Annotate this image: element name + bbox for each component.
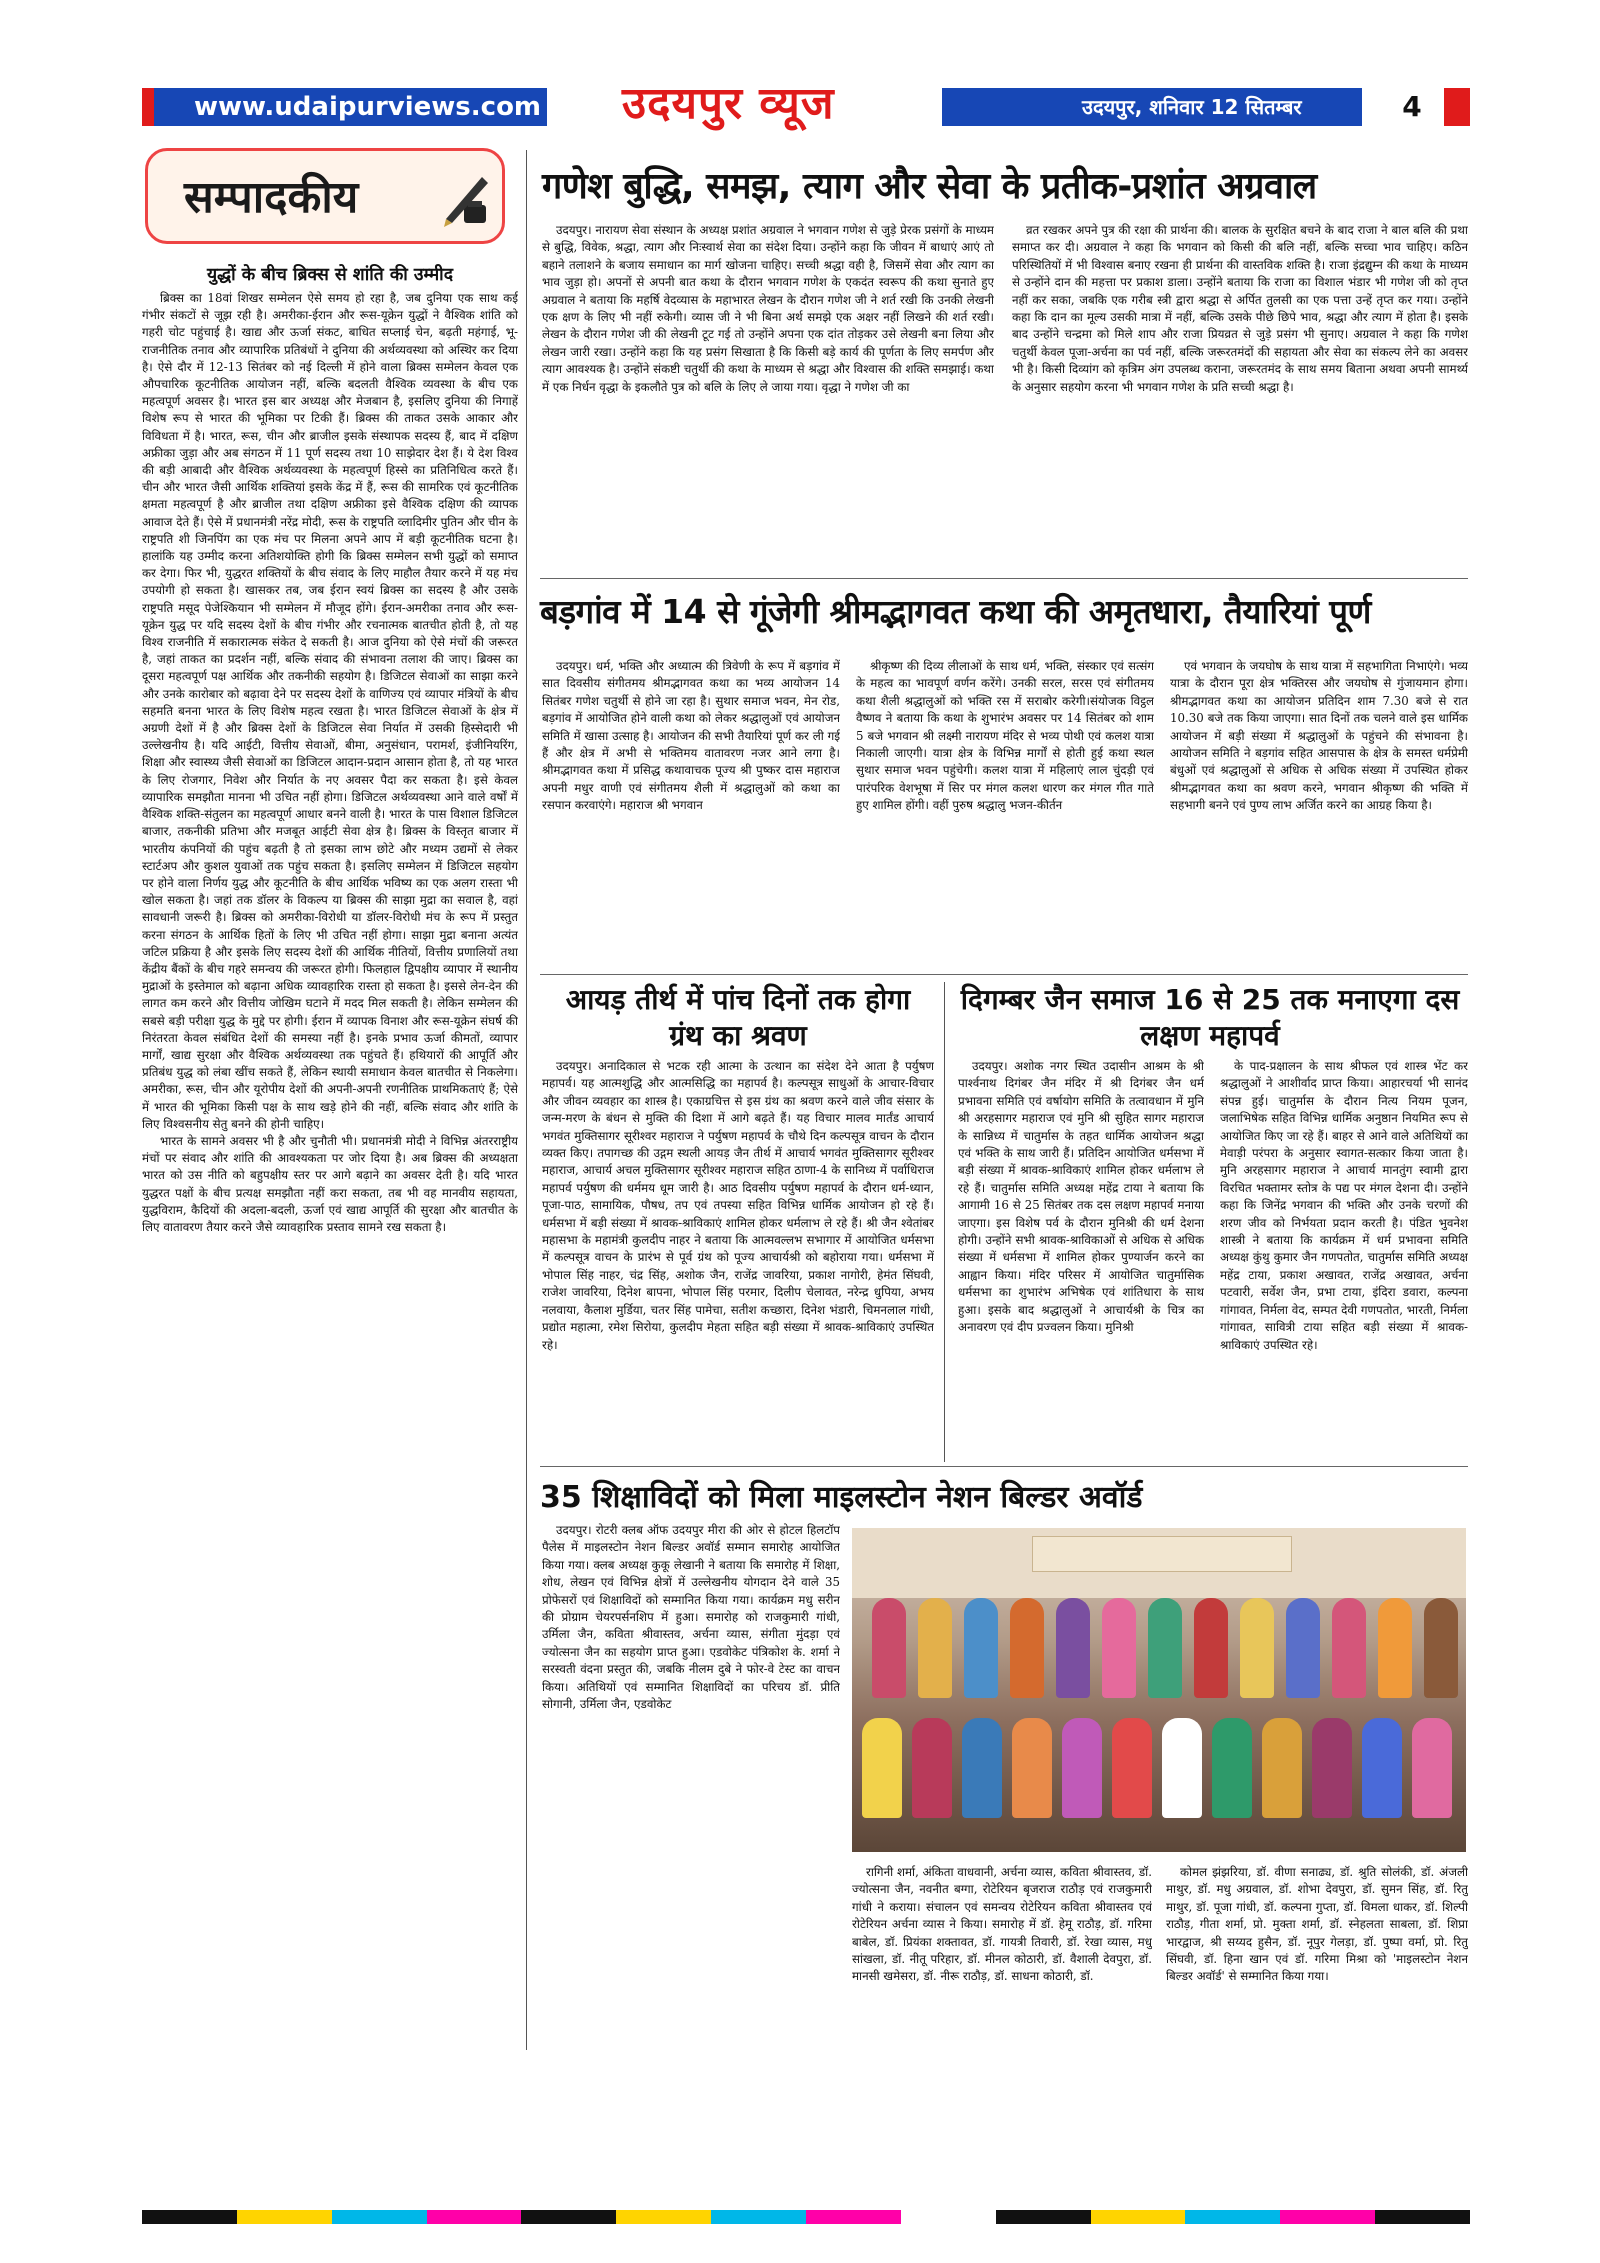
pen-icon — [438, 169, 498, 229]
story4-col1 — [958, 1058, 1204, 1460]
photo-row-front — [852, 1718, 1466, 1828]
story1-text-1: उदयपुर। नारायण सेवा संस्थान के अध्यक्ष प्रशांत अग्रवाल ने भगवान गणेश से जुड़े प्रेरक प्रसंगों के माध्यम से बुद्धि, विवेक, श्रद्धा, त्याग और निःस्वार्थ सेवा का संदेश दिया। उन्होंने कहा कि जीवन में बाधाएं आएं तो बहाने तलाशने के बजाय समाधान का मार्ग खोजना चाहिए। सच्ची श्रद्धा वही है, जिसमें सेवा और त्याग का भाव जुड़ा हो। अपनों से अपनी बात कथा के दौरान भगवान गणेश के एकदंत स्वरूप की कथा सुनाते हुए अग्रवाल ने बताया कि महर्षि वेदव्यास के महाभारत लेखन के दौरान गणेश जी ने शर्त रखी कि उनकी लेखनी एक क्षण के लिए भी नहीं रुकेगी। व्यास जी ने भी बिना अर्थ समझे एक अक्षर नहीं लिखने की शर्त रखी। लेखन के दौरान गणेश जी की लेखनी टूट गई तो उन्होंने अपना एक दांत तोड़कर उसे लेखनी बना लिया और लेखन जारी रखा। उन्होंने कहा कि यह प्रसंग सिखाता है कि किसी बड़े कार्य की पूर्णता के लिए समर्पण और त्याग आवश्यक है। उन्होंने संकष्टी चतुर्थी की कथा के माध्यम से श्रद्धा और विश्वास की शक्ति समझाई। कथा में एक निर्धन वृद्धा के इकलौते पुत्र को बलि के लिए ले जाया गया। वृद्धा ने गणेश जी का — [542, 223, 994, 394]
story5-col3 — [1166, 1864, 1468, 2020]
masthead — [142, 78, 1470, 157]
story2-text-1: उदयपुर। धर्म, भक्ति और अध्यात्म की त्रिवेणी के रूप में बड़गांव में सात दिवसीय संगीतमय श्रीमद्भागवत कथा का भव्य आयोजन 14 सितंबर गणेश चतुर्थी से होने जा रहा है। सुथार समाज भवन, मेन रोड, बड़गांव में आयोजित होने वाली कथा को लेकर श्रद्धालुओं एवं आयोजन समिति में खासा उत्साह है। आयोजन की सभी तैयारियां पूर्ण कर ली गई हैं और क्षेत्र में अभी से भक्तिमय वातावरण नजर आने लगा है। श्रीमद्भागवत कथा में प्रसिद्ध कथावाचक पूज्य श्री पुष्कर दास महाराज अपनी मधुर वाणी एवं संगीतमय शैली में श्रद्धालुओं को कथा का रसपान करवाएंगे। महाराज श्री भगवान — [542, 659, 840, 813]
photo-person — [1362, 1718, 1402, 1818]
color-swatch — [237, 2210, 332, 2224]
photo-person — [1312, 1718, 1352, 1818]
color-swatch — [427, 2210, 522, 2224]
editorial-paragraph: भारत के सामने अवसर भी है और चुनौती भी। प्रधानमंत्री मोदी ने विभिन्न अंतरराष्ट्रीय मंचों पर संवाद और शांति की आवश्यकता पर जोर दिया है। अब ब्रिक्स की अध्यक्षता भारत को उस नीति को बहुपक्षीय स्तर पर आगे बढ़ाने का अवसर देती है। यदि भारत युद्धरत पक्षों के बीच प्रत्यक्ष समझौता नहीं करा सकता, तब भी वह मानवीय सहायता, युद्धविराम, कैदियों की अदला-बदली, ऊर्जा एवं खाद्य आपूर्ति की सुरक्षा और बातचीत के लिए वातावरण तैयार करने जैसे व्यावहारिक प्रस्ताव सामने रख सकता है। — [142, 1133, 518, 1234]
award-photo — [852, 1528, 1466, 1852]
color-swatch — [1375, 2210, 1470, 2224]
page-number: 4 — [1382, 82, 1442, 132]
editorial-paragraph: ब्रिक्स का 18वां शिखर सम्मेलन ऐसे समय हो रहा है, जब दुनिया एक साथ कई गंभीर संकटों से जूझ रही है। अमरीका-ईरान और रूस-यूक्रेन युद्धों ने वैश्विक शांति को गहरी चोट पहुंचाई है। खाद्य और ऊर्जा संकट, बाधित सप्लाई चेन, बढ़ती महंगाई, भू-राजनीतिक तनाव और व्यापारिक प्रतिबंधों ने दुनिया की अर्थव्यवस्था को अस्थिर कर दिया है। ऐसे दौर में 12-13 सितंबर को नई दिल्ली में होने वाला ब्रिक्स सम्मेलन केवल एक औपचारिक कूटनीतिक आयोजन नहीं, बल्कि बदलती वैश्विक व्यवस्था के बीच एक महत्वपूर्ण अवसर है। भारत इस बार अध्यक्ष और मेजबान है, इसलिए दुनिया की निगाहें विशेष रूप से भारत की भूमिका पर टिकी हैं। ब्रिक्स की ताकत उसके आकार और विविधता में है। भारत, रूस, चीन और ब्राजील इसके संस्थापक सदस्य हैं, बाद में दक्षिण अफ्रीका जुड़ा और अब संगठन में 11 पूर्ण सदस्य तथा 10 साझेदार देश हैं। ये देश विश्व की बड़ी आबादी और वैश्विक अर्थव्यवस्था के महत्वपूर्ण हिस्से का प्रतिनिधित्व करते हैं। चीन और भारत जैसी आर्थिक शक्तियां इसके केंद्र में हैं, रूस की सामरिक एवं कूटनीतिक क्षमता महत्वपूर्ण है और ब्राजील तथा दक्षिण अफ्रीका इसे वैश्विक दक्षिण की व्यापक आवाज देते हैं। ऐसे में प्रधानमंत्री नरेंद्र मोदी, रूस के राष्ट्रपति व्लादिमीर पुतिन और चीन के राष्ट्रपति शी जिनपिंग का एक मंच पर मिलना अपने आप में बड़ी कूटनीतिक घटना है। हालांकि यह उम्मीद करना अतिशयोक्ति होगी कि ब्रिक्स सम्मेलन सभी युद्धों को समाप्त कर देगा। फिर भी, युद्धरत शक्तियों के बीच संवाद के लिए माहौल तैयार करने में यह मंच उपयोगी हो सकता है। खासकर तब, जब ईरान स्वयं ब्रिक्स का सदस्य है और उसके राष्ट्रपति मसूद पेजेश्कियान भी सम्मेलन में मौजूद होंगे। ईरान-अमरीका तनाव और रूस-यूक्रेन युद्ध पर यदि सदस्य देशों के बीच गंभीर और रचनात्मक बातचीत होती है, तो यह विश्व राजनीति में सकारात्मक संकेत दे सकती है। आज दुनिया को ऐसे मंचों की जरूरत है, जहां ताकत का प्रदर्शन नहीं, बल्कि संवाद की संभावना तलाश की जाए। ब्रिक्स का दूसरा महत्वपूर्ण पक्ष आर्थिक और तकनीकी सहयोग है। डिजिटल सेवाओं का साझा करने और उनके कारोबार को बढ़ावा देने पर सदस्य देशों के वाणिज्य एवं व्यापार मंत्रियों के बीच सहमति बनना भारत के लिए विशेष महत्व रखता है। भारत डिजिटल सेवाओं के क्षेत्र में अग्रणी देशों में है और ब्रिक्स देशों के डिजिटल सेवा निर्यात में उसकी हिस्सेदारी भी उल्लेखनीय है। यदि आईटी, वित्तीय सेवाओं, बीमा, अनुसंधान, परामर्श, इंजीनियरिंग, शिक्षा और स्वास्थ्य जैसी सेवाओं का डिजिटल आदान-प्रदान आसान होता है, तो यह भारत के लिए रोजगार, निवेश और निर्यात के नए अवसर पैदा कर सकता है। इसे केवल व्यापारिक समझौता मानना भी उचित नहीं होगा। डिजिटल अर्थव्यवस्था आने वाले वर्षों में वैश्विक शक्ति-संतुलन का महत्वपूर्ण आधार बनने वाली है। भारत के पास विशाल डिजिटल बाजार, तकनीकी प्रतिभा और मजबूत आईटी सेवा क्षेत्र है। ब्रिक्स के विस्तृत बाजार में भारतीय कंपनियों की पहुंच बढ़ती है तो इसका लाभ छोटे और मध्यम उद्यमों से लेकर स्टार्टअप और कुशल युवाओं तक पहुंच सकता है। इसलिए सम्मेलन में डिजिटल सहयोग पर होने वाला निर्णय युद्ध और कूटनीति के बीच आर्थिक भविष्य का एक अलग रास्ता भी खोल सकता है। जहां तक डॉलर के विकल्प या ब्रिक्स की साझा मुद्रा का सवाल है, वहां सावधानी जरूरी है। ब्रिक्स को अमरीका-विरोधी या डॉलर-विरोधी मंच के रूप में प्रस्तुत करना संगठन के आर्थिक हितों के लिए भी उचित नहीं होगा। साझा मुद्रा बनाना अत्यंत जटिल प्रक्रिया है और इसके लिए सदस्य देशों की आर्थिक नीतियों, वित्तीय प्रणालियों तथा केंद्रीय बैंकों के बीच गहरे समन्वय की जरूरत होगी। फिलहाल द्विपक्षीय व्यापार में स्थानीय मुद्राओं के इस्तेमाल को बढ़ाना अधिक व्यावहारिक रास्ता हो सकता है। इससे लेन-देन की लागत कम करने और वित्तीय जोखिम घटाने में मदद मिल सकती है। लेकिन सम्मेलन की सबसे बड़ी परीक्षा युद्ध के मुद्दे पर होगी। ईरान में व्यापक विनाश और रूस-यूक्रेन संघर्ष की निरंतरता केवल संबंधित देशों की समस्या नहीं है। इनके प्रभाव ऊर्जा कीमतों, व्यापार मार्गों, खाद्य सुरक्षा और वैश्विक अर्थव्यवस्था तक पहुंचते हैं। हथियारों की आपूर्ति और प्रतिबंध युद्ध को लंबा खींच सकते हैं, लेकिन स्थायी समाधान केवल बातचीत से निकलेगा। अमरीका, रूस, चीन और यूरोपीय देशों की अपनी-अपनी रणनीतिक प्राथमिकताएं हैं; ऐसे में भारत की भूमिका किसी पक्ष के साथ खड़े होने की नहीं, बल्कि संवाद और शांति के लिए विश्वसनीय सेतु बनने की होनी चाहिए। — [142, 291, 518, 1131]
photo-person — [1212, 1718, 1252, 1818]
column-divider — [944, 982, 945, 1462]
editorial-body — [142, 290, 518, 1890]
photo-person — [1240, 1598, 1274, 1698]
photo-person — [1148, 1598, 1182, 1698]
masthead-url[interactable]: www.udaipurviews.com — [142, 88, 547, 126]
story5-text-2: रागिनी शर्मा, अंकिता वाधवानी, अर्चना व्यास, कविता श्रीवास्तव, डॉ. ज्योत्सना जैन, नवनीत बग्गा, रोटेरियन बृजराज राठौड़ एवं राजकुमारी गांधी ने कराया। संचालन एवं समन्वय रोटेरियन कविता श्रीवास्तव एवं रोटेरियन अर्चना व्यास ने किया। समारोह में डॉ. हेमू राठौड़, डॉ. गरिमा बाबेल, डॉ. प्रियंका शक्तावत, डॉ. गायत्री तिवारी, डॉ. रेखा व्यास, मधु सांखला, डॉ. नीतू परिहार, डॉ. मीनल कोठारी, डॉ. वैशाली देवपुरा, डॉ. मानसी खमेसरा, डॉ. नीरू राठौड़, डॉ. साधना कोठारी, डॉ. — [852, 1865, 1152, 1984]
story2-col2 — [856, 658, 1154, 968]
story2-text-3: एवं भगवान के जयघोष के साथ यात्रा में सहभागिता निभाएंगे। भव्य यात्रा के दौरान पूरा क्षेत्र भक्तिरस और जयघोष से गुंजायमान होगा। श्रीमद्भागवत कथा का आयोजन प्रतिदिन शाम 7.30 बजे से रात 10.30 बजे तक किया जाएगा। सात दिनों तक चलने वाले इस धार्मिक आयोजन में बड़ी संख्या में श्रद्धालुओं के पहुंचने की संभावना है। आयोजन समिति ने बड़गांव सहित आसपास के क्षेत्र के समस्त धर्मप्रेमी बंधुओं एवं श्रद्धालुओं से अधिक से अधिक संख्या में उपस्थित होकर श्रीमद्भागवत कथा का श्रवण करने, भगवान श्रीकृष्ण की भक्ति में सहभागी बनने एवं पुण्य लाभ अर्जित करने का आग्रह किया है। — [1170, 659, 1468, 813]
story1-headline: गणेश बुद्धि, समझ, त्याग और सेवा के प्रतीक-प्रशांत अग्रवाल — [542, 166, 1317, 207]
photo-person — [1012, 1718, 1052, 1818]
photo-person — [1286, 1598, 1320, 1698]
photo-person — [964, 1598, 998, 1698]
masthead-accent — [1444, 88, 1470, 126]
photo-person — [962, 1718, 1002, 1818]
color-swatch — [901, 2210, 996, 2224]
photo-person — [1412, 1718, 1452, 1818]
color-swatch — [332, 2210, 427, 2224]
photo-person — [1378, 1598, 1412, 1698]
photo-row-back — [852, 1598, 1466, 1708]
photo-person — [1194, 1598, 1228, 1698]
story5-col1 — [542, 1522, 840, 2018]
masthead-date: उदयपुर, शनिवार 12 सितम्बर 2026 — [942, 88, 1362, 126]
story2-headline: बड़गांव में 14 से गूंजेगी श्रीमद्भागवत कथा की अमृतधारा, तैयारियां पूर्ण — [540, 592, 1371, 631]
story1-col2 — [1012, 222, 1468, 574]
column-divider — [526, 150, 527, 2050]
photo-person — [1062, 1718, 1102, 1818]
editorial-title: युद्धों के बीच ब्रिक्स से शांति की उम्मीद — [206, 265, 454, 285]
story3-col — [542, 1058, 934, 1460]
color-swatch — [711, 2210, 806, 2224]
color-swatch — [806, 2210, 901, 2224]
story4-text-1: उदयपुर। अशोक नगर स्थित उदासीन आश्रम के श्री पार्श्वनाथ दिगंबर जैन मंदिर में श्री दिगंबर जैन धर्म प्रभावना समिति एवं वर्षायोग समिति के तत्वावधान में मुनि श्री अरहसागर महाराज एवं मुनि श्री सुहित सागर महाराज के सान्निध्य में चातुर्मास के तहत धार्मिक आयोजन श्रद्धा एवं भक्ति के साथ जारी हैं। प्रतिदिन आयोजित धर्मसभा में बड़ी संख्या में श्रावक-श्राविकाएं शामिल होकर धर्मलाभ ले रहे हैं। चातुर्मास समिति अध्यक्ष महेंद्र टाया ने बताया कि आगामी 16 से 25 सितंबर तक दस लक्षण महापर्व मनाया जाएगा। इस विशेष पर्व के दौरान मुनिश्री की धर्म देशना होगी। उन्होंने सभी श्रावक-श्राविकाओं से अधिक से अधिक संख्या में धर्मसभा में शामिल होकर पुण्यार्जन करने का आह्वान किया। मंदिर परिसर में आयोजित चातुर्मासिक धर्मसभा का शुभारंभ अभिषेक एवं शांतिधारा के साथ हुआ। इसके बाद श्रद्धालुओं ने आचार्यश्री के चित्र का अनावरण एवं दीप प्रज्वलन किया। मुनिश्री — [958, 1059, 1204, 1335]
color-swatch — [616, 2210, 711, 2224]
story4-col2 — [1220, 1058, 1468, 1460]
story1-text-2: व्रत रखकर अपने पुत्र की रक्षा की प्रार्थना की। बालक के सुरक्षित बचने के बाद राजा ने बाल बलि की प्रथा समाप्त कर दी। अग्रवाल ने कहा कि भगवान को किसी की बलि नहीं, बल्कि सच्चा भाव चाहिए। कठिन परिस्थितियों में भी विश्वास बनाए रखना ही प्रार्थना की वास्तविक शक्ति है। राजा इंद्रद्युम्न की कथा के माध्यम से उन्होंने दान की महत्ता पर प्रकाश डाला। उन्होंने बताया कि राजा का विशाल भंडार भी गणेश जी को तृप्त नहीं कर सका, जबकि एक गरीब स्त्री द्वारा श्रद्धा से अर्पित तुलसी का एक पत्ता उन्हें तृप्त कर गया। उन्होंने कहा कि दान का मूल्य उसकी मात्रा में नहीं, बल्कि उसके पीछे छिपे भाव, श्रद्धा और त्याग में होता है। इसके बाद उन्होंने चन्द्रमा को मिले शाप और राजा प्रियव्रत से जुड़े प्रसंग भी सुनाए। अग्रवाल ने कहा कि गणेश चतुर्थी केवल पूजा-अर्चना का पर्व नहीं, बल्कि जरूरतमंदों की सहायता और सेवा का संकल्प लेने का अवसर भी है। किसी दिव्यांग को कृत्रिम अंग उपलब्ध कराना, जरूरतमंद के साथ समय बिताना अथवा अपनी सामर्थ्य के अनुसार सहयोग करना भी भगवान गणेश के प्रति सच्ची श्रद्धा है। — [1012, 223, 1468, 394]
photo-person — [862, 1718, 902, 1818]
story4-headline: दिगम्बर जैन समाज 16 से 25 तक मनाएगा दस लक्षण महापर्व — [960, 983, 1460, 1052]
story5-headline: 35 शिक्षाविदों को मिला माइलस्टोन नेशन बिल्डर अवॉर्ड — [540, 1480, 1143, 1515]
editorial-badge-label: सम्पादकीय — [184, 172, 359, 223]
photo-person — [1162, 1718, 1202, 1818]
story3-headline: आयड़ तीर्थ में पांच दिनों तक होगा ग्रंथ का श्रवण — [565, 983, 911, 1052]
color-registration-bar — [142, 2210, 1470, 2224]
photo-person — [1424, 1598, 1458, 1698]
color-swatch — [521, 2210, 616, 2224]
photo-person — [1056, 1598, 1090, 1698]
story5-col2 — [852, 1864, 1152, 2020]
photo-person — [1262, 1718, 1302, 1818]
color-swatch — [996, 2210, 1091, 2224]
section-divider — [540, 974, 1468, 975]
story1-col1 — [542, 222, 994, 574]
color-swatch — [1280, 2210, 1375, 2224]
story2-col1 — [542, 658, 840, 968]
story2-text-2: श्रीकृष्ण की दिव्य लीलाओं के साथ धर्म, भक्ति, संस्कार एवं सत्संग के महत्व का भावपूर्ण वर्णन करेंगे। उनकी सरल, सरस एवं संगीतमय कथा शैली श्रद्धालुओं को भक्ति रस में सराबोर करेगी।संयोजक विट्ठल वैष्णव ने बताया कि कथा के शुभारंभ अवसर पर 14 सितंबर को शाम 5 बजे भगवान श्री लक्ष्मी नारायण मंदिर से भव्य पोथी एवं कलश यात्रा निकाली जाएगी। यात्रा क्षेत्र के विभिन्न मार्गों से होती हुई कथा स्थल सुथार समाज भवन पहुंचेगी। कलश यात्रा में महिलाएं लाल चुंदड़ी एवं पारंपरिक वेशभूषा में सिर पर मंगल कलश धारण कर मंगल गीत गाते हुए शामिल होंगी। वहीं पुरुष श्रद्धालु भजन-कीर्तन — [856, 659, 1154, 813]
photo-person — [1010, 1598, 1044, 1698]
color-swatch — [1091, 2210, 1186, 2224]
masthead-logo: उदयपुर व्यूज — [622, 78, 835, 129]
story2-col3 — [1170, 658, 1468, 968]
photo-person — [1332, 1598, 1366, 1698]
story5-text-1: उदयपुर। रोटरी क्लब ऑफ उदयपुर मीरा की ओर से होटल हिलटॉप पैलेस में माइलस्टोन नेशन बिल्डर अवॉर्ड सम्मान समारोह आयोजित किया गया। क्लब अध्यक्ष कुकू लेखानी ने बताया कि समारोह में शिक्षा, शोध, लेखन एवं विभिन्न क्षेत्रों में उल्लेखनीय योगदान देने वाले 35 प्रोफेसरों एवं शिक्षाविदों को सम्मानित किया गया। कार्यक्रम मधु सरीन की प्रोग्राम चेयरपर्सनशिप में हुआ। समारोह को राजकुमारी गांधी, उर्मिला जैन, कविता श्रीवास्तव, अर्चना व्यास, संगीता मुंदड़ा एवं ज्योत्सना जैन का सहयोग प्राप्त हुआ। एडवोकेट पंत्रिकोश के. शर्मा ने सरस्वती वंदना प्रस्तुत की, जबकि नीलम दुबे ने फोर-वे टेस्ट का वाचन किया। अतिथियों एवं सम्मानित शिक्षाविदों का परिचय डॉ. प्रीति सोगानी, उर्मिला जैन, एडवोकेट — [542, 1523, 840, 1712]
story5-text-3: कोमल झंझरिया, डॉ. वीणा सनाढ्य, डॉ. श्रुति सोलंकी, डॉ. अंजली माथुर, डॉ. मधु अग्रवाल, डॉ. शोभा देवपुरा, डॉ. सुमन सिंह, डॉ. रितु माथुर, डॉ. पूजा गांधी, डॉ. कल्पना गुप्ता, डॉ. विमला धाकर, डॉ. शिल्पी राठौड़, गीता शर्मा, प्रो. मुक्ता शर्मा, डॉ. स्नेहलता साबला, डॉ. शिप्रा भारद्वाज, श्री सय्यद हुसैन, डॉ. नूपुर गेलड़ा, डॉ. पुष्पा वर्मा, प्रो. रितु सिंघवी, डॉ. हिना खान एवं डॉ. गरिमा मिश्रा को 'माइलस्टोन नेशन बिल्डर अवॉर्ड' से सम्मानित किया गया। — [1166, 1865, 1468, 1984]
color-swatch — [142, 2210, 237, 2224]
color-swatch — [1185, 2210, 1280, 2224]
photo-person — [1112, 1718, 1152, 1818]
story4-text-2: के पाद-प्रक्षालन के साथ श्रीफल एवं शास्त्र भेंट कर श्रद्धालुओं ने आशीर्वाद प्राप्त किया। आहारचर्या भी सानंद संपन्न हुई। चातुर्मास के दौरान नित्य नियम पूजन, जलाभिषेक सहित विभिन्न धार्मिक अनुष्ठान नियमित रूप से आयोजित किए जा रहे हैं। बाहर से आने वाले अतिथियों का मेवाड़ी परंपरा के अनुसार स्वागत-सत्कार किया जाता है। मुनि अरहसागर महाराज ने आचार्य मानतुंग स्वामी द्वारा विरचित भक्तामर स्तोत्र के पद्य पर मंगल देशना दी। उन्होंने कहा कि जिनेंद्र भगवान की भक्ति और उनके चरणों की शरण जीव को निर्भयता प्रदान करती है। पंडित भुवनेश शास्त्री ने बताया कि कार्यक्रम में धर्म प्रभावना समिति अध्यक्ष कुंथु कुमार जैन गणपतोत, चातुर्मास समिति अध्यक्ष महेंद्र टाया, प्रकाश अखावत, राजेंद्र अखावत, अर्चना पटवारी, सर्वेश जैन, प्रभा टाया, इंदिरा डवारा, कल्पना गांगावत, निर्मला वेद, सम्पत देवी गणपतोत, भारती, निर्मला गांगावत, सावित्री टाया सहित बड़ी संख्या में श्रावक-श्राविकाएं उपस्थित रहे। — [1220, 1059, 1468, 1352]
photo-person — [1102, 1598, 1136, 1698]
photo-person — [918, 1598, 952, 1698]
photo-banner — [1032, 1536, 1292, 1572]
section-divider — [540, 1466, 1468, 1467]
editorial-badge — [145, 148, 505, 244]
photo-person — [872, 1598, 906, 1698]
photo-person — [912, 1718, 952, 1818]
section-divider — [540, 578, 1468, 579]
story3-text: उदयपुर। अनादिकाल से भटक रही आत्मा के उत्थान का संदेश देने आता है पर्युषण महापर्व। यह आत्मशुद्धि और आत्मसिद्धि का महापर्व है। कल्पसूत्र साधुओं के आचार-विचार और जीवन व्यवहार का शास्त्र है। एकाग्रचित्त से इस ग्रंथ का श्रवण करने वाले जीव संसार के जन्म-मरण के बंधन से मुक्ति की दिशा में आगे बढ़ते हैं। यह विचार मालव मार्तंड आचार्य भगवंत मुक्तिसागर सूरीश्वर महाराज ने पर्युषण महापर्व के चौथे दिन कल्पसूत्र वाचन के दौरान व्यक्त किए। तपागच्छ की उद्गम स्थली आयड़ जैन तीर्थ में आचार्य भगवंत मुक्तिसागर सूरीश्वर महाराज, आचार्य अचल मुक्तिसागर सूरीश्वर महाराज सहित ठाणा-4 के सानिध्य में पर्वाधिराज महापर्व पर्युषण की धर्ममय धूम जारी है। आठ दिवसीय पर्युषण महापर्व के दौरान धर्म-ध्यान, पूजा-पाठ, सामायिक, पौषध, तप एवं तपस्या सहित विभिन्न धार्मिक आयोजन हो रहे हैं। धर्मसभा में बड़ी संख्या में श्रावक-श्राविकाएं शामिल होकर धर्मलाभ ले रहे हैं। श्री जैन श्वेतांबर महासभा के महामंत्री कुलदीप नाहर ने बताया कि आत्मवल्लभ सभागार में आयोजित धर्मसभा में कल्पसूत्र वाचन के प्रारंभ से पूर्व ग्रंथ को पूज्य आचार्यश्री को बहोराया गया। धर्मसभा में भोपाल सिंह नाहर, चंद्र सिंह, अशोक जैन, राजेंद्र जावरिया, प्रकाश नागोरी, हेमंत सिंघवी, राजेश जावरिया, दिनेश बापना, भोपाल सिंह परमार, दिलीप चेलावत, नरेन्द्र धुपिया, अभय नलवाया, कैलाश मुर्डिया, चतर सिंह पामेचा, सतीश कच्छारा, दिनेश भंडारी, चिमनलाल गांधी, प्रद्योत महात्मा, रमेश सिरोया, कुलदीप मेहता सहित बड़ी संख्या में श्रावक-श्राविकाएं उपस्थित रहे। — [542, 1059, 934, 1352]
